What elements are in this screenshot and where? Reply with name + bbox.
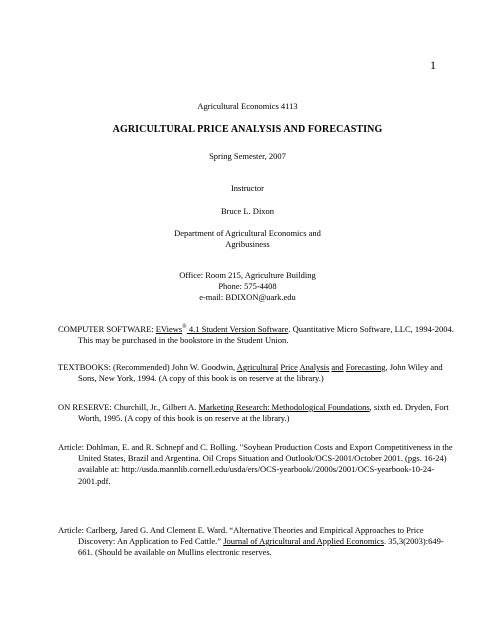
department-line-2: Agribusiness (225, 239, 270, 249)
document-title: AGRICULTURAL PRICE ANALYSIS AND FORECASTING (112, 124, 383, 135)
instructor-name: Bruce L. Dixon (220, 206, 275, 216)
reserve-rest: , sixth ed. Dryden, Fort Worth, 1995. (A copy of this book is on reserve at the library.) (78, 402, 449, 424)
book-title-word-3: Analysis (299, 362, 330, 372)
reserve-entry (58, 402, 458, 424)
book-title-word-1: Agricultural (236, 362, 279, 372)
textbooks-rest: , John Wiley and Sons, New York, 1994. (A copy of this book is on reserve at the library.) (78, 362, 443, 384)
department-line-1: Department of Agricultural Economics and (174, 228, 321, 238)
book-title-word-4: Forecasting (345, 362, 386, 372)
reserve-book-title: Marketing Research: Methodological Foundations (198, 402, 370, 412)
reserve-prefix: ON RESERVE: Churchill, Jr., Gilbert A. (58, 402, 199, 412)
software-entry (58, 322, 458, 346)
office: Office: Room 215, Agriculture Building (179, 270, 316, 280)
software-title-part-2: 4.1 Student Version Software (186, 323, 289, 334)
instructor-label: Instructor (230, 183, 265, 193)
textbooks-prefix: TEXTBOOKS: (Recommended) John W. Goodwin, (58, 362, 237, 372)
book-title-word-2: Price (280, 362, 298, 372)
book-title-and: and (331, 362, 344, 372)
page-number: 1 (430, 58, 436, 72)
registered-mark: ® (182, 324, 187, 330)
software-prefix: COMPUTER SOFTWARE: (58, 323, 156, 334)
software-rest: . Quantitative Micro Software, LLC, 1994-2004. This may be purchased in the bookstore in the Student Union. (78, 323, 454, 346)
article-2-prefix: Article: Carlberg, Jared G. And Clement E. Ward. “Alternative Theories and Empirical Approaches to Price Discovery: An Application to Fed Cattle.” (58, 525, 424, 547)
journal-title: Journal of Agricultural and Applied Economics (223, 536, 384, 547)
article-2-rest: . 35,3(2003):649-661. (Should be available on Mullins electronic reserves. (78, 536, 444, 558)
software-title-part-1: EViews (155, 323, 183, 334)
course-number: Agricultural Economics 4113 (197, 101, 298, 111)
article-1-entry: Article: Dohlman, E. and R. Schnepf and C. Bolling. "Soybean Production Costs and Export Competitiveness in the United States, Brazil and Argentina. Oil Crops Situation and Outlook/OCS-2001/October 2001. (pgs. 16-24) available at: http://usda.mannlib.cornell.edu/usda/ers/OCS-yearbook//2000s/2001/OCS-yearbook-10-24-2001.pdf. (58, 442, 453, 486)
textbooks-entry (58, 362, 458, 384)
semester: Spring Semester, 2007 (209, 151, 286, 161)
phone: Phone: 575-4408 (218, 281, 277, 291)
contact-info (0, 270, 495, 303)
department (0, 228, 495, 250)
email: e-mail: BDIXON@uark.edu (199, 292, 296, 302)
article-2-entry (58, 525, 458, 559)
